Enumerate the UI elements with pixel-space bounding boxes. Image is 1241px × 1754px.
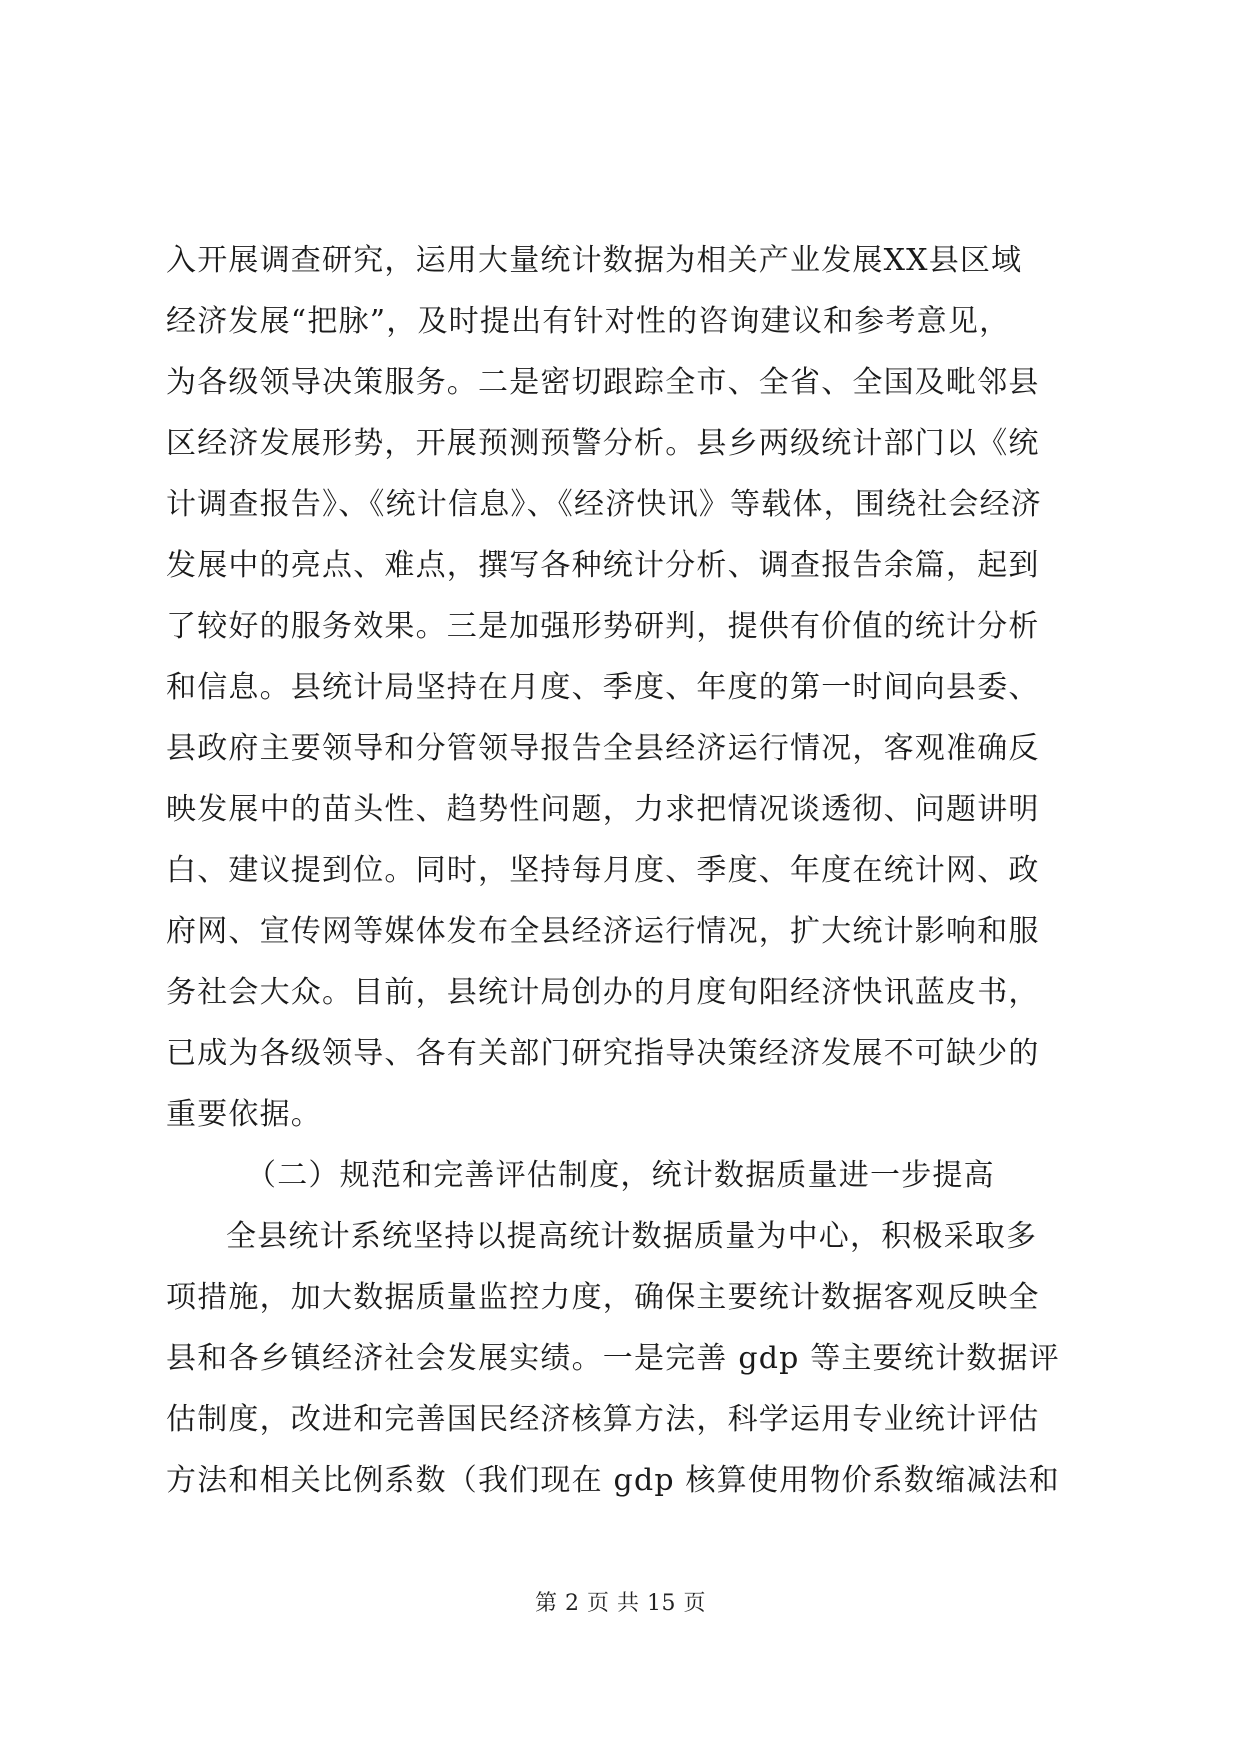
text-line: 和信息。县统计局坚持在月度、季度、年度的第一时间向县委、 (166, 670, 1040, 705)
text-line: 重要依据。 (166, 1097, 322, 1132)
text-line: 了较好的服务效果。三是加强形势研判，提供有价值的统计分析 (166, 609, 1040, 644)
text-line: 务社会大众。目前，县统计局创办的月度旬阳经济快讯蓝皮书， (166, 975, 1040, 1010)
text-line: 县政府主要领导和分管领导报告全县经济运行情况，客观准确反 (166, 731, 1040, 766)
text-line: 已成为各级领导、各有关部门研究指导决策经济发展不可缺少的 (166, 1036, 1040, 1071)
text-line: 方法和相关比例系数（我们现在 gdp 核算使用物价系数缩减法和 (166, 1463, 1060, 1498)
text-line: 项措施，加大数据质量监控力度，确保主要统计数据客观反映全 (166, 1280, 1040, 1315)
text-line: 县和各乡镇经济社会发展实绩。一是完善 gdp 等主要统计数据评 (166, 1341, 1060, 1376)
document-body (166, 230, 1086, 1511)
text-line: 为各级领导决策服务。二是密切跟踪全市、全省、全国及毗邻县 (166, 365, 1040, 400)
text-line: 白、建议提到位。同时，坚持每月度、季度、年度在统计网、政 (166, 853, 1040, 888)
text-line: 计调查报告》、《统计信息》、《经济快讯》等载体，围绕社会经济 (166, 487, 1042, 522)
text-line: 估制度，改进和完善国民经济核算方法，科学运用专业统计评估 (166, 1402, 1040, 1437)
text-line: 区经济发展形势，开展预测预警分析。县乡两级统计部门以《统 (166, 426, 1040, 461)
page-number-footer: 第 2 页 共 15 页 (535, 1591, 706, 1616)
text-line: 经济发展“把脉”，及时提出有针对性的咨询建议和参考意见， (166, 304, 1011, 339)
text-line: 入开展调查研究，运用大量统计数据为相关产业发展XX县区域 (166, 243, 1023, 278)
text-line: 全县统计系统坚持以提高统计数据质量为中心，积极采取多 (226, 1219, 1038, 1254)
text-line: 发展中的亮点、难点，撰写各种统计分析、调查报告余篇，起到 (166, 548, 1040, 583)
text-line: 府网、宣传网等媒体发布全县经济运行情况，扩大统计影响和服 (166, 914, 1040, 949)
section-heading: （二）规范和完善评估制度，统计数据质量进一步提高 (246, 1158, 995, 1193)
text-line: 映发展中的苗头性、趋势性问题，力求把情况谈透彻、问题讲明 (166, 792, 1040, 827)
